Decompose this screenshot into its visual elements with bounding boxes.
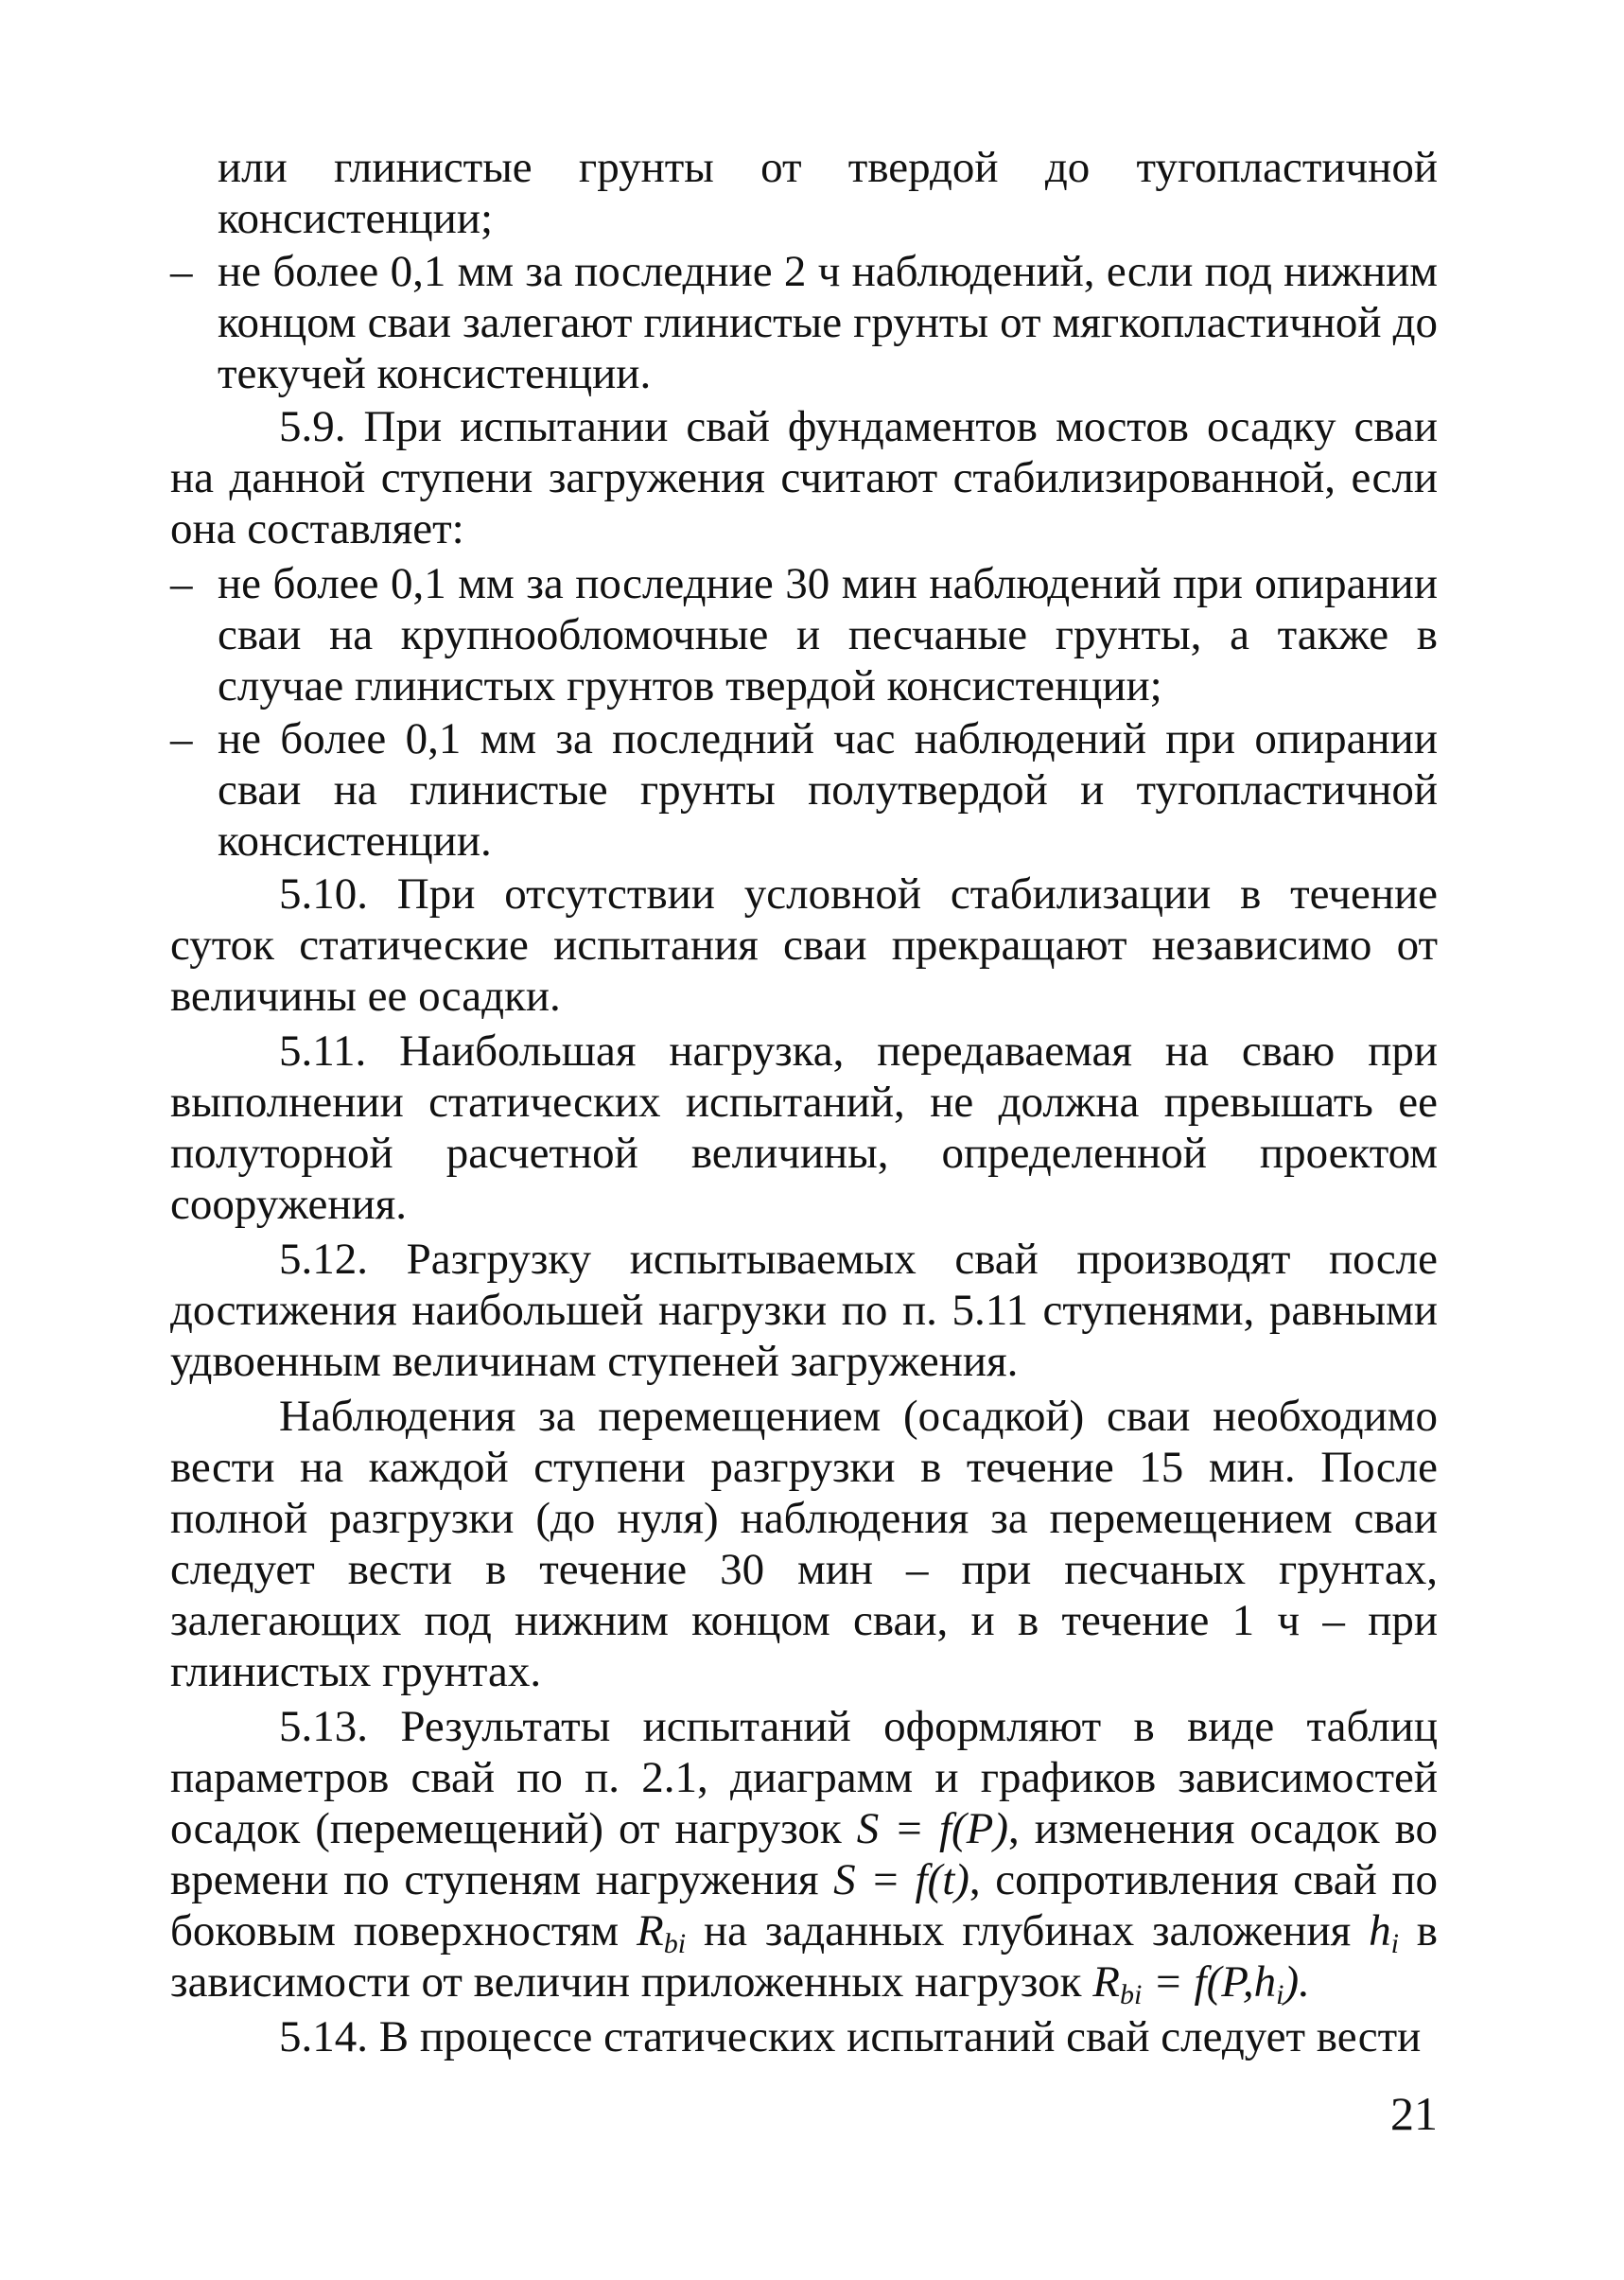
text-fragment: на заданных глубинах заложения — [686, 1906, 1370, 1956]
paragraph-5-14: 5.14. В процессе статических испытаний свай следует вести — [279, 2012, 1422, 2061]
text-fragment: 5.13. Результаты испытаний оформляют в виде таблиц параметров свай по п. 2.1, диаграмм и графиков зависимостей осадок (перемещений) от нагрузок — [170, 1702, 1438, 1853]
text-fragment: , изменения осадок во времени по ступеням нагружения — [170, 1804, 1438, 1904]
text-fragment: , сопротивления свай по боковым поверхностям — [170, 1855, 1438, 1956]
continuation-text: или глинистые грунты от твердой до тугопластичной консистенции; — [218, 143, 1438, 243]
subscript-i: i — [1390, 1928, 1399, 1959]
symbol-r: R — [1092, 1957, 1120, 2007]
document-page — [170, 142, 1438, 2066]
paragraph-observations: Наблюдения за перемещением (осадкой) сваи необходимо вести на каждой ступени разгрузки в течение 15 мин. После полной разгрузки (до нуля) наблюдения за перемещением сваи следует вести в течение 30 мин – при песчаных грунтах, залегающих под нижним концом сваи, и в течение 1 ч – при глинистых грунтах. — [170, 1392, 1438, 1696]
list-item-dash-3: – не более 0,1 мм за последний час наблюдений при опирании сваи на глинистые грунты полутвердой и тугопластичной консистенции. — [170, 713, 1438, 867]
symbol-r: R — [637, 1906, 664, 1956]
paragraph-5-10: 5.10. При отсутствии условной стабилизации в течение суток статические испытания сваи прекращают независимо от величины ее осадки. — [170, 869, 1438, 1021]
paragraph-5-11: 5.11. Наибольшая нагрузка, передаваемая на сваю при выполнении статических испытаний, не должна превышать ее полуторной расчетной величины, определенной проектом сооружения. — [170, 1026, 1438, 1229]
page-number: 21 — [1390, 2087, 1438, 2140]
text-fragment: в зависимости от величин приложенных нагрузок — [170, 1906, 1438, 2007]
subscript-bi: bi — [1119, 1979, 1143, 2010]
formula-end: ). — [1283, 1957, 1310, 2007]
paragraph-5-12: 5.12. Разгрузку испытываемых свай производят после достижения наибольшей нагрузки по п. 5.11 ступенями, равными удвоенным величинам ступеней загружения. — [170, 1235, 1438, 1386]
formula-f-p-h: = f(P,h — [1142, 1957, 1277, 2007]
symbol-h: h — [1369, 1906, 1391, 1956]
formula-s-f-p: S = f(P) — [856, 1804, 1009, 1853]
subscript-i: i — [1276, 1979, 1284, 2010]
formula-s-f-t: S = f(t) — [833, 1855, 969, 1904]
list-item-dash-2: – не более 0,1 мм за последние 30 мин наблюдений при опирании сваи на крупнообломочные и песчаные грунты, а также в случае глинистых грунтов твердой консистенции; — [170, 558, 1438, 711]
paragraph-5-9: 5.9. При испытании свай фундаментов мостов осадку сваи на данной ступени загружения считают стабилизированной, если она составляет: — [170, 402, 1438, 553]
list-item-dash-1: – не более 0,1 мм за последние 2 ч наблюдений, если под нижним концом сваи залегают глинистые грунты от мягкопластичной до текучей консистенции. — [170, 246, 1438, 399]
subscript-bi: bi — [663, 1928, 687, 1959]
paragraph-5-13 — [170, 1701, 1438, 2008]
